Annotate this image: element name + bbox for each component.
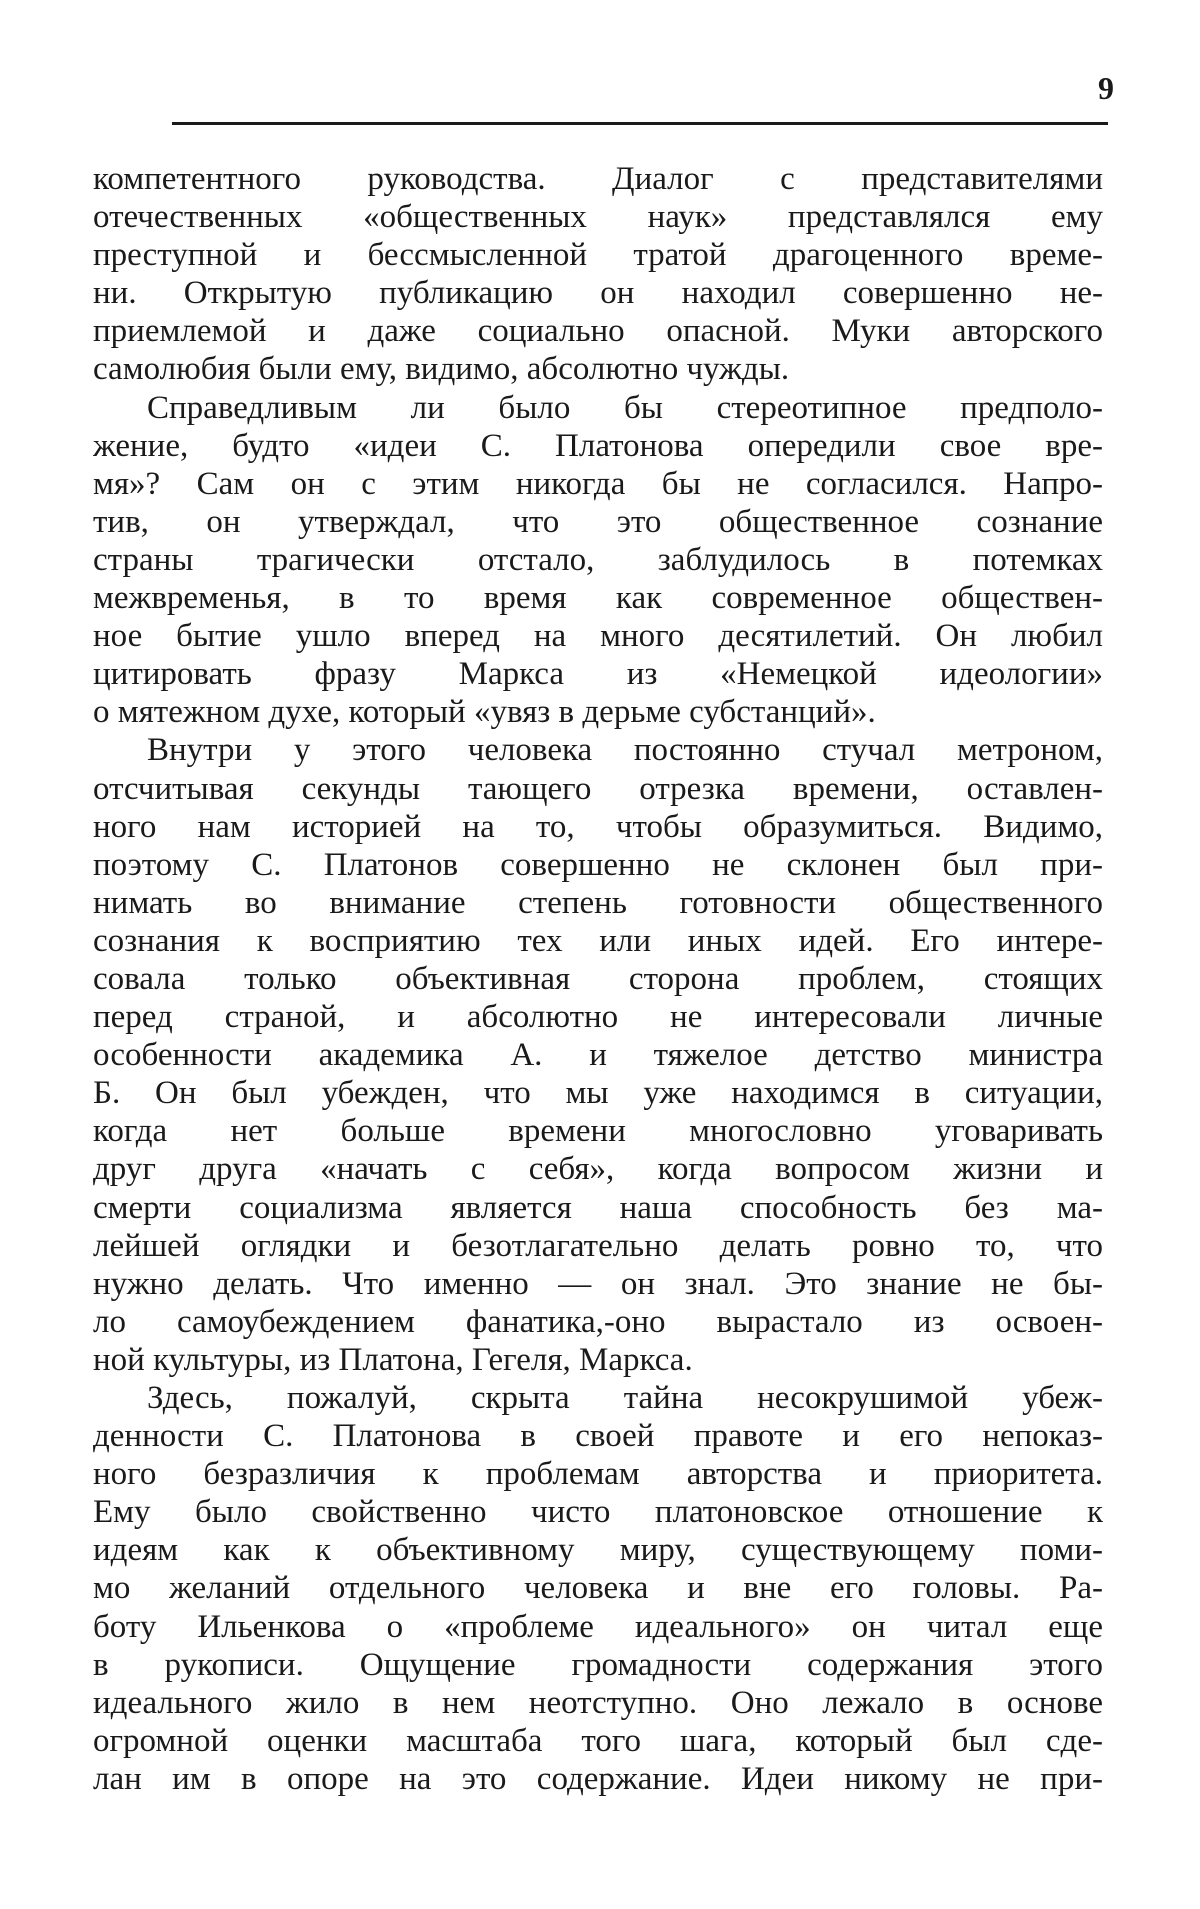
text-line: нимать во внимание степень готовности общественного	[93, 884, 1103, 921]
page-number: 9	[1098, 70, 1114, 106]
text-line: Справедливым ли было бы стереотипное предполо-	[147, 389, 1103, 426]
text-line: ной культуры, из Платона, Гегеля, Маркса.	[93, 1341, 693, 1378]
text-line: Внутри у этого человека постоянно стучал метроном,	[147, 732, 1103, 769]
text-line: мя»? Сам он с этим никогда бы не согласился. Напро-	[93, 465, 1103, 502]
text-line: о мятежном духе, который «увяз в дерьме субстанций».	[93, 694, 876, 731]
text-line: Б. Он был убежден, что мы уже находимся в ситуации,	[93, 1075, 1103, 1112]
text-line: в рукописи. Ощущение громадности содержания этого	[93, 1646, 1103, 1683]
text-line: ного безразличия к проблемам авторства и приоритета.	[93, 1456, 1103, 1493]
text-line: жение, будто «идеи С. Платонова опередили свое вре-	[93, 427, 1103, 464]
text-line: идеального жило в нем неотступно. Оно лежало в основе	[93, 1684, 1103, 1721]
body-text	[93, 160, 1103, 1798]
text-line: нужно делать. Что именно — он знал. Это знание не бы-	[93, 1265, 1103, 1302]
text-line: отсчитывая секунды тающего отрезка времени, оставлен-	[93, 770, 1103, 807]
text-line: друг друга «начать с себя», когда вопросом жизни и	[93, 1151, 1103, 1188]
text-line: отечественных «общественных наук» представлялся ему	[93, 199, 1103, 236]
text-line: тив, он утверждал, что это общественное сознание	[93, 503, 1103, 540]
text-line: сознания к восприятию тех или иных идей. Его интере-	[93, 922, 1103, 959]
text-line: перед страной, и абсолютно не интересовали личные	[93, 999, 1103, 1036]
text-line: идеям как к объективному миру, существующему поми-	[93, 1532, 1103, 1569]
text-line: межвременья, в то время как современное обществен-	[93, 580, 1103, 617]
text-line: страны трагически отстало, заблудилось в потемках	[93, 541, 1103, 578]
text-line: мо желаний отдельного человека и вне его головы. Ра-	[93, 1570, 1103, 1607]
text-line: совала только объективная сторона проблем, стоящих	[93, 960, 1103, 997]
text-line: денности С. Платонова в своей правоте и его непоказ-	[93, 1418, 1103, 1455]
text-line: Здесь, пожалуй, скрыта тайна несокрушимой убеж-	[147, 1380, 1103, 1416]
header-rule	[172, 122, 1108, 125]
text-line: лан им в опоре на это содержание. Идеи никому не при-	[93, 1760, 1103, 1797]
text-line: ни. Открытую публикацию он находил совершенно не-	[93, 275, 1103, 312]
text-line: когда нет больше времени многословно уговаривать	[93, 1113, 1103, 1150]
text-line: особенности академика А. и тяжелое детство министра	[93, 1037, 1103, 1074]
text-line: приемлемой и даже социально опасной. Муки авторского	[93, 313, 1103, 350]
text-line: смерти социализма является наша способность без ма-	[93, 1189, 1103, 1226]
text-line: ло самоубеждением фанатика,-оно вырастало из освоен-	[93, 1303, 1103, 1340]
text-line: цитировать фразу Маркса из «Немецкой идеологии»	[93, 656, 1103, 693]
text-line: боту Ильенкова о «проблеме идеального» он читал еще	[93, 1608, 1103, 1645]
text-line: огромной оценки масштаба того шага, который был сде-	[93, 1722, 1103, 1759]
text-line: преступной и бессмысленной тратой драгоценного време-	[93, 237, 1103, 274]
text-line: ного нам историей на то, чтобы образумиться. Видимо,	[93, 808, 1103, 845]
text-line: поэтому С. Платонов совершенно не склонен был при-	[93, 846, 1103, 883]
text-line: самолюбия были ему, видимо, абсолютно чужды.	[93, 351, 790, 388]
text-line: компетентного руководства. Диалог с представителями	[93, 161, 1103, 197]
text-line: Ему было свойственно чисто платоновское отношение к	[93, 1494, 1103, 1531]
text-line: ное бытие ушло вперед на много десятилетий. Он любил	[93, 618, 1103, 655]
text-line: лейшей оглядки и безотлагательно делать ровно то, что	[93, 1227, 1103, 1264]
